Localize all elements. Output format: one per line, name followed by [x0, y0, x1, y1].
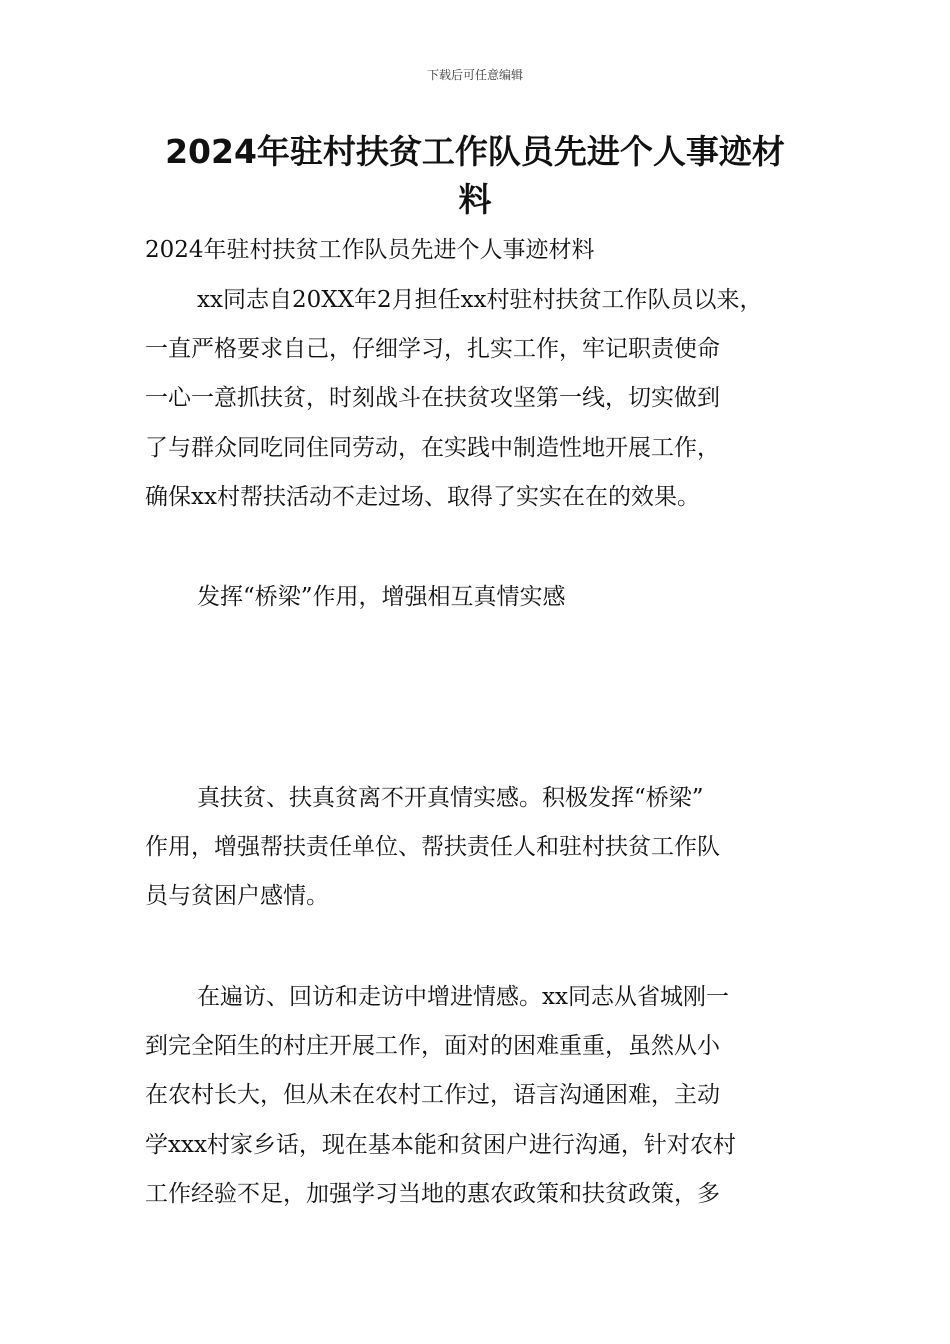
paragraph-line: 在遍访、回访和走访中增进情感。xx同志从省城刚一: [197, 984, 729, 1010]
paragraph-line: 在农村长大，但从未在农村工作过，语言沟通困难，主动: [145, 1082, 720, 1108]
paragraph-line: 员与贫困户感情。: [145, 883, 329, 909]
paragraph-line: 真扶贫、扶真贫离不开真情实感。积极发挥“桥梁”: [197, 785, 704, 811]
paragraph-line: 了与群众同吃同住同劳动，在实践中制造性地开展工作，: [145, 435, 720, 461]
paragraph-line: 工作经验不足，加强学习当地的惠农政策和扶贫政策，多: [145, 1181, 720, 1207]
page-header: 下载后可任意编辑: [426, 68, 523, 82]
section-heading: 发挥“桥梁”作用，增强相互真情实感: [197, 584, 566, 610]
paragraph-line: 一心一意抓扶贫，时刻战斗在扶贫攻坚第一线，切实做到: [145, 385, 720, 411]
paragraph-line: xx同志自20XX年2月担任xx村驻村扶贫工作队员以来，: [197, 287, 763, 313]
paragraph-line: 学xxx村家乡话，现在基本能和贫困户进行沟通，针对农村: [145, 1132, 736, 1158]
document-subtitle: 2024年驻村扶贫工作队员先进个人事迹材料: [145, 237, 595, 263]
paragraph-line: 确保xx村帮扶活动不走过场、取得了实实在在的效果。: [145, 484, 700, 510]
paragraph-line: 一直严格要求自己，仔细学习，扎实工作，牢记职责使命: [145, 336, 720, 362]
paragraph-line: 作用，增强帮扶责任单位、帮扶责任人和驻村扶贫工作队: [145, 834, 720, 860]
title-line-2: 料: [458, 180, 492, 219]
title-line-1: 2024年驻村扶贫工作队员先进个人事迹材: [165, 132, 785, 171]
paragraph-line: 到完全陌生的村庄开展工作，面对的困难重重，虽然从小: [145, 1033, 720, 1059]
document-title: [120, 128, 830, 224]
